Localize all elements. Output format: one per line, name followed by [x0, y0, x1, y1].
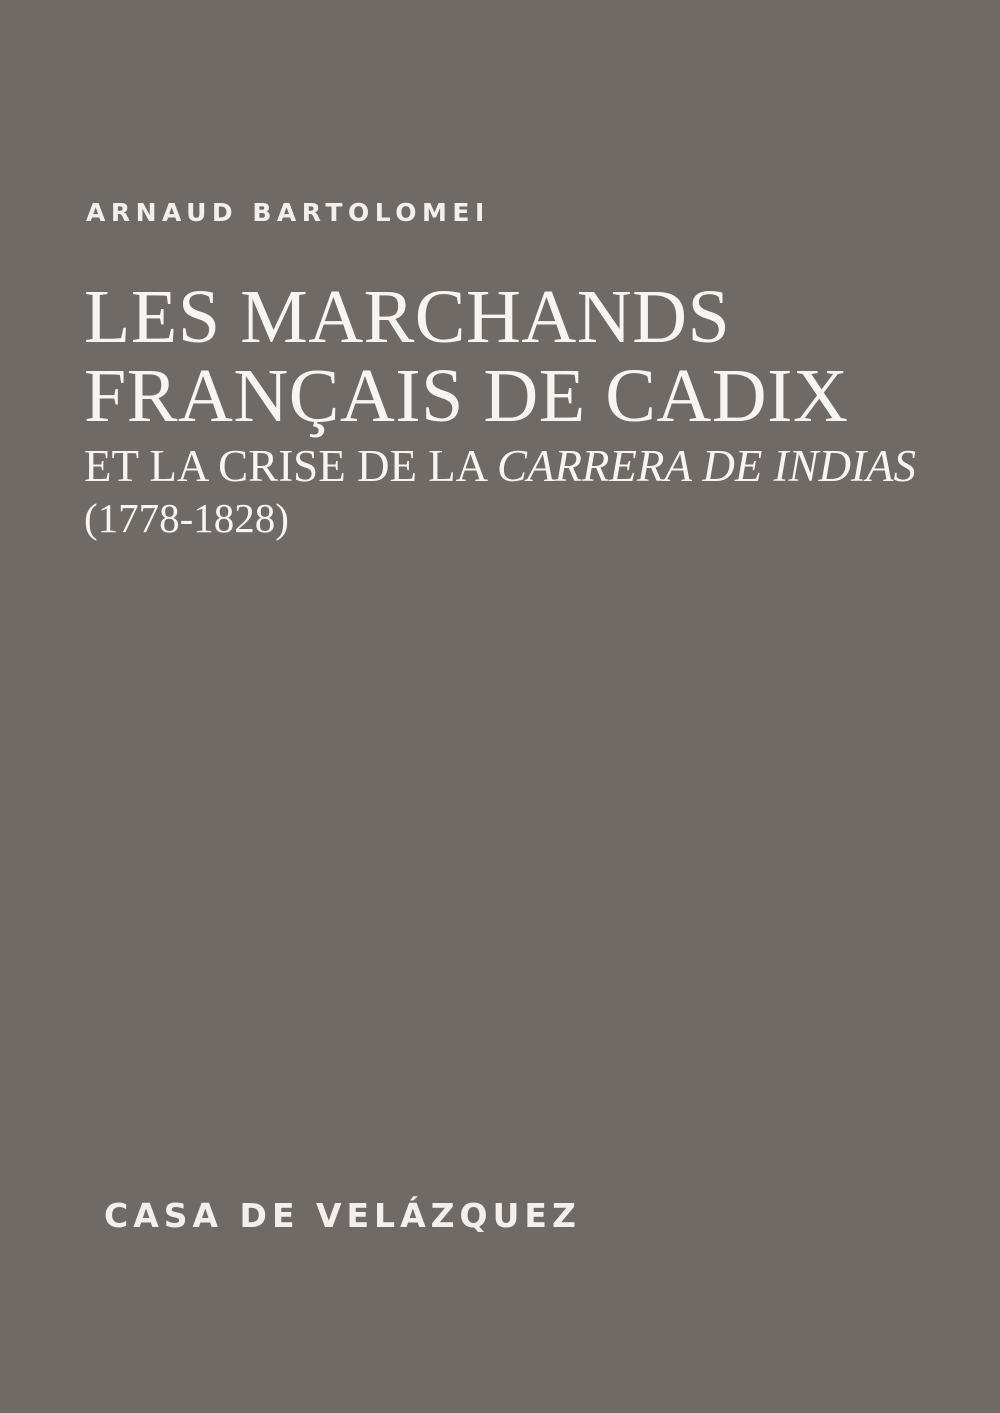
book-title-line-2: FRANÇAIS DE CADIX: [84, 354, 849, 438]
book-subtitle-prefix: ET LA CRISE DE LA: [84, 441, 497, 491]
book-subtitle-italic: CARRERA DE INDIAS: [496, 441, 917, 491]
author-name: ARNAUD BARTOLOMEI: [86, 198, 490, 227]
title-block: [84, 275, 954, 542]
book-date-range: (1778-1828): [84, 495, 289, 541]
publisher-name: CASA DE VELÁZQUEZ: [104, 1196, 581, 1235]
book-title-line-1: LES MARCHANDS: [84, 275, 731, 359]
book-subtitle: [84, 440, 954, 492]
book-title: [84, 275, 954, 438]
